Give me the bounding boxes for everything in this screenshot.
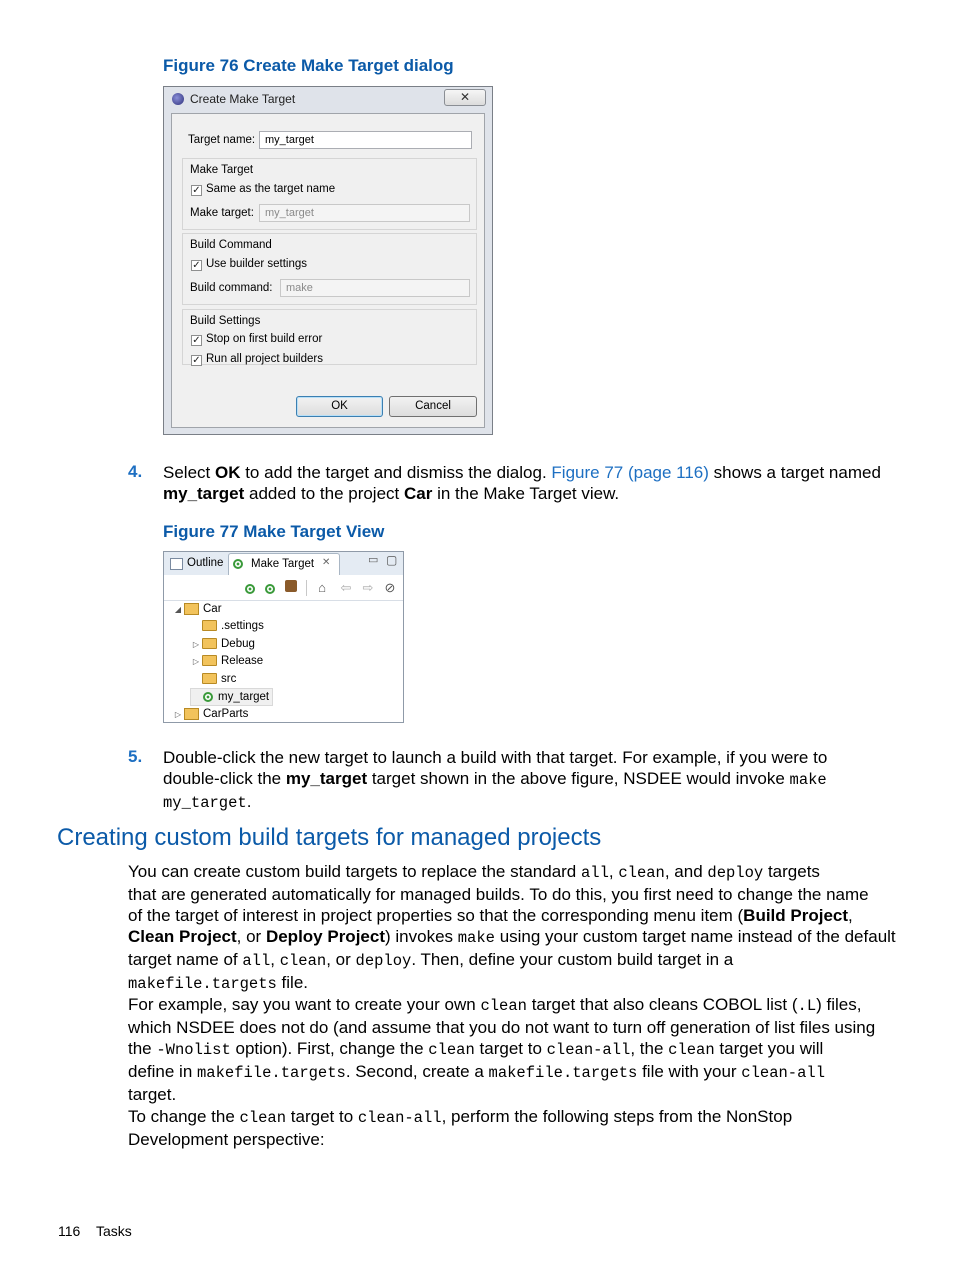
tab-outline[interactable] <box>166 554 228 574</box>
step-5-text: Double-click the new target to launch a build with that target. For example, if you were to double-click the my_target target shown in the above figure, NSDEE would invoke make my_target. <box>163 748 828 812</box>
figure-76-caption: Figure 76 Create Make Target dialog <box>163 56 454 75</box>
target-name-label: Target name: <box>188 134 256 146</box>
step-5-number: 5. <box>128 747 143 766</box>
paragraph-2: For example, say you want to create your own clean target that also cleans COBOL list (.L) files, which NSDEE does not do (and assume that you do not want to turn off generation of list files using the -Wnolist option). First, change the clean target to clean-all, the clean target you will define in makefile.targets. Second, create a makefile.targets file with your clean-all target. <box>128 995 876 1104</box>
outline-icon <box>170 558 183 570</box>
close-icon: ✕ <box>459 90 471 104</box>
home-icon[interactable]: ⌂ <box>318 580 326 595</box>
view-toolbar <box>164 575 403 601</box>
build-command-label: Build command: <box>190 282 273 294</box>
minimize-icon[interactable]: ▭ <box>368 554 379 566</box>
check-icon: ✓ <box>192 335 201 346</box>
forward-icon[interactable]: ⇨ <box>362 580 374 595</box>
use-builder-label: Use builder settings <box>206 258 307 270</box>
project-icon <box>184 603 199 615</box>
use-builder-checkbox[interactable] <box>191 260 202 271</box>
footer-section: Tasks <box>96 1223 132 1239</box>
tree-item-settings[interactable]: .settings <box>190 618 264 634</box>
dialog-title-bar <box>164 87 492 113</box>
check-icon: ✓ <box>192 355 201 366</box>
maximize-icon[interactable]: ▢ <box>386 553 398 567</box>
toolbar-separator <box>306 580 307 596</box>
back-icon[interactable]: ⇦ <box>340 580 352 595</box>
same-as-target-checkbox[interactable] <box>191 185 202 196</box>
tree-item-car[interactable]: ◢ Car <box>174 603 222 615</box>
dialog-body <box>171 113 485 428</box>
build-command-group-label: Build Command <box>190 239 272 251</box>
check-icon: ✓ <box>192 260 201 271</box>
tree-item-my-target[interactable]: my_target <box>190 688 273 706</box>
close-icon[interactable]: ✕ <box>322 557 331 568</box>
tab-make-target-label: Make Target <box>251 558 315 570</box>
folder-icon <box>202 673 217 684</box>
tab-outline-label: Outline <box>187 557 224 569</box>
make-target-icon <box>203 692 213 702</box>
tab-make-target[interactable] <box>228 553 340 575</box>
step-4-text: Select OK to add the target and dismiss the dialog. Figure 77 (page 116) shows a target named my_target added to the project Car in the Make Target view. <box>163 463 881 503</box>
project-icon <box>184 708 199 720</box>
figure-77-link[interactable]: Figure 77 (page 116) <box>551 463 709 482</box>
make-target-icon <box>233 559 243 569</box>
paragraph-1: You can create custom build targets to replace the standard all, clean, and deploy targets that are generated automatically for managed builds. To do this, you first need to change the name of the target of interest in project properties so that the corresponding menu item (Build Project, Clean Project, or Deploy Project) invokes make using your custom target name instead of the default target name of all, clean, or deploy. Then, define your custom build target in a makefile.targets file. <box>128 862 896 993</box>
create-make-target-dialog <box>163 86 493 435</box>
close-button[interactable] <box>444 89 486 106</box>
tree-item-carparts[interactable]: ▷ CarParts <box>174 708 249 720</box>
cancel-button[interactable]: Cancel <box>389 396 477 417</box>
build-target-icon[interactable] <box>283 580 299 596</box>
edit-target-icon[interactable] <box>262 580 278 596</box>
stop-on-error-checkbox[interactable] <box>191 335 202 346</box>
folder-icon <box>202 638 217 649</box>
view-tab-bar <box>164 552 403 576</box>
eclipse-icon <box>172 93 184 105</box>
tree-item-src[interactable]: src <box>190 671 236 687</box>
figure-77-caption: Figure 77 Make Target View <box>163 522 385 541</box>
step-4-number: 4. <box>128 462 143 481</box>
dialog-title: Create Make Target <box>190 92 296 106</box>
hide-empty-folders-icon[interactable]: ⊘ <box>384 580 396 595</box>
make-target-group-label: Make Target <box>190 164 254 176</box>
tree-item-debug[interactable]: ▷ Debug <box>192 638 255 650</box>
build-settings-group-label: Build Settings <box>190 315 261 327</box>
page-number: 116 <box>58 1223 81 1239</box>
build-command-input[interactable]: make <box>280 279 470 297</box>
same-as-target-label: Same as the target name <box>206 183 336 195</box>
check-icon: ✓ <box>192 185 201 196</box>
ok-button[interactable]: OK <box>296 396 383 417</box>
stop-on-error-label: Stop on first build error <box>206 333 323 345</box>
run-all-builders-checkbox[interactable] <box>191 355 202 366</box>
folder-icon <box>202 655 217 666</box>
tree-item-release[interactable]: ▷ Release <box>192 655 264 667</box>
paragraph-3: To change the clean target to clean-all, perform the following steps from the NonStop Development perspective: <box>128 1107 793 1149</box>
target-name-input[interactable]: my_target <box>259 131 472 149</box>
run-all-builders-label: Run all project builders <box>206 353 323 365</box>
folder-icon <box>202 620 217 631</box>
make-target-label: Make target: <box>190 207 254 219</box>
new-target-icon[interactable] <box>242 580 258 596</box>
make-target-input[interactable]: my_target <box>259 204 470 222</box>
make-target-view <box>163 551 404 723</box>
section-heading: Creating custom build targets for managed projects <box>57 824 602 851</box>
